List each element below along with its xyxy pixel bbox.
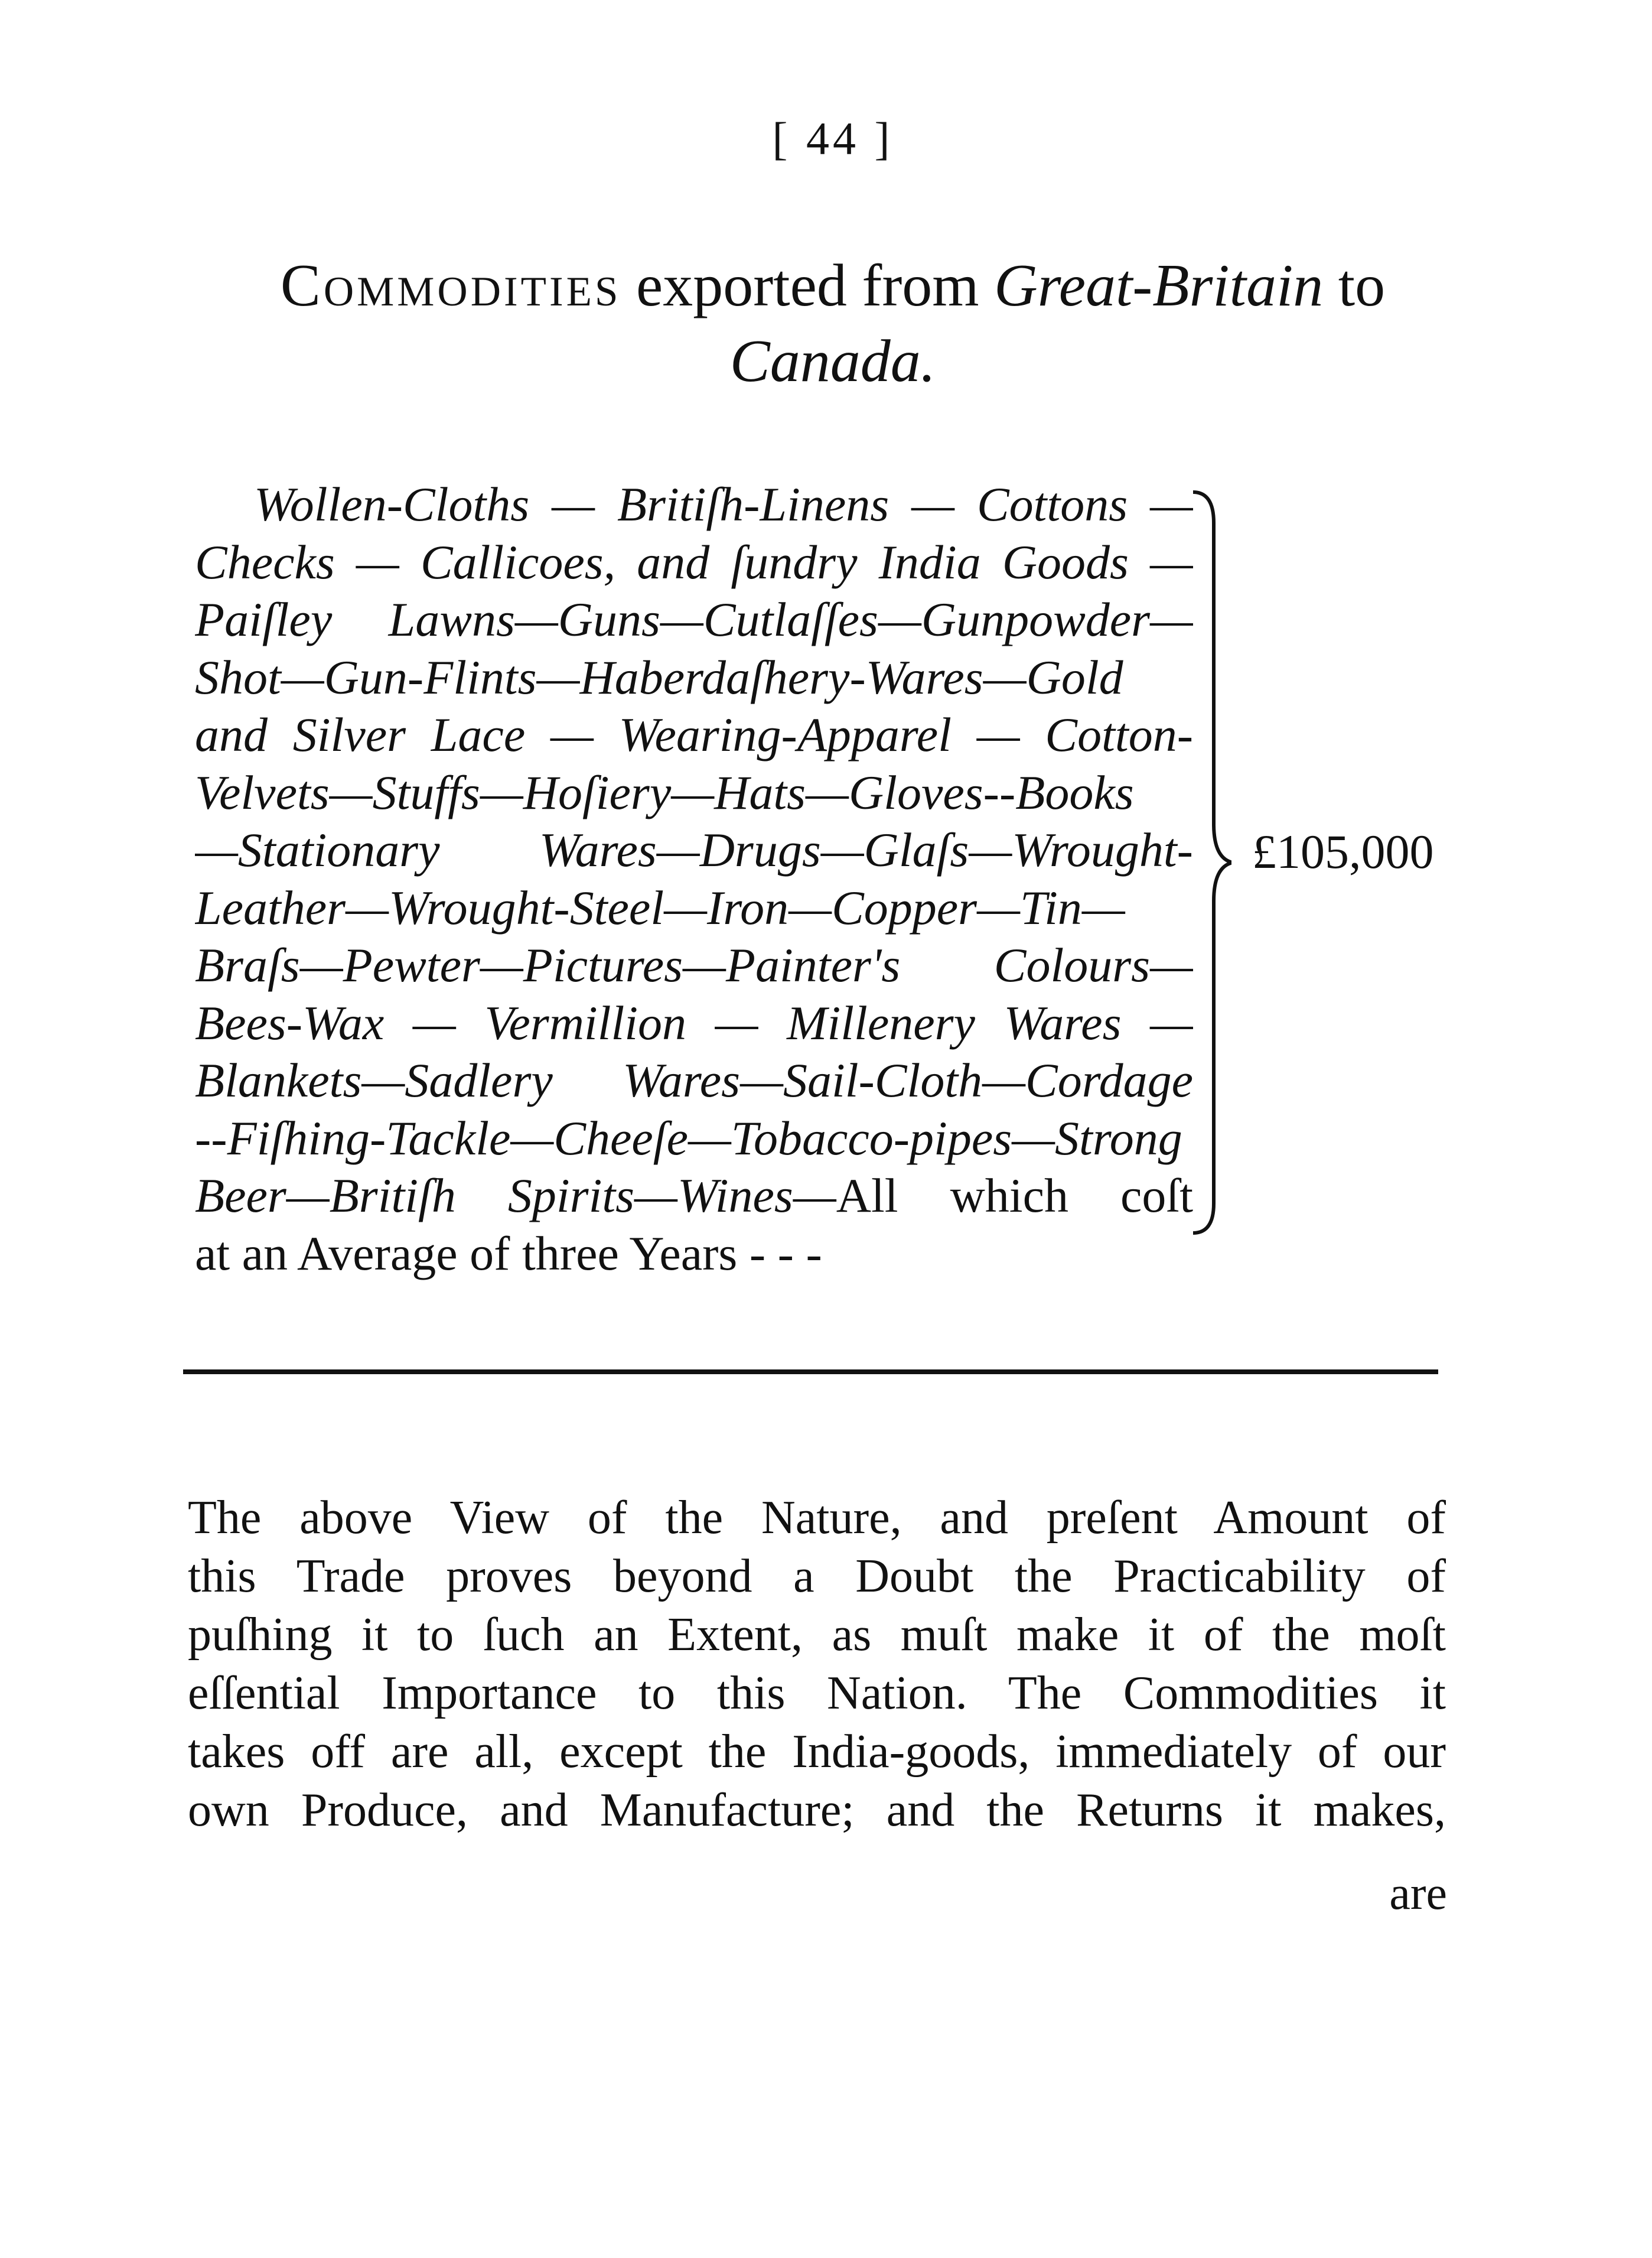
commodity-line-mixed bbox=[195, 1167, 1193, 1225]
commodity-line: Blankets—Sadlery Wares—Sail-Cloth—Cordage bbox=[195, 1053, 1193, 1107]
commodity-line: Velvets—Stuffs—Hoſiery—Hats—Gloves--Books bbox=[195, 765, 1134, 819]
paragraph-line: own Produce, and Manufacture; and the Returns it makes, bbox=[188, 1784, 1446, 1836]
paragraph-line: takes off are all, except the India-goods, immediately of our bbox=[188, 1726, 1446, 1778]
catchword: are bbox=[1389, 1867, 1447, 1919]
total-amount: £105,000 bbox=[1252, 825, 1434, 879]
heading-place-to: Canada. bbox=[729, 328, 936, 395]
commodity-line: Paiſley Lawns—Guns—Cutlaſſes—Gunpowder— bbox=[195, 593, 1193, 646]
horizontal-rule bbox=[183, 1369, 1438, 1374]
commodity-line: and Silver Lace — Wearing-Apparel — Cotton- bbox=[195, 708, 1193, 762]
curly-brace bbox=[1190, 487, 1231, 1238]
paragraph-line: puſhing it to ſuch an Extent, as muſt make it of the moſt bbox=[188, 1609, 1446, 1661]
body-paragraph bbox=[188, 1489, 1446, 1840]
paragraph-line: this Trade proves beyond a Doubt the Practicability of bbox=[188, 1550, 1446, 1602]
heading-to: to bbox=[1338, 252, 1386, 319]
commodity-line: Shot—Gun-Flints—Haberdaſhery-Wares—Gold bbox=[195, 650, 1123, 704]
heading-line-2 bbox=[165, 324, 1500, 399]
commodity-line: Checks — Callicoes, and ſundry India Goods — bbox=[195, 535, 1193, 589]
commodity-line-italic-part: Beer—Britiſh Spirits—Wines— bbox=[195, 1169, 836, 1222]
commodity-last-line: at an Average of three Years - - - bbox=[195, 1226, 822, 1280]
heading-line-1 bbox=[165, 248, 1500, 324]
commodity-list bbox=[195, 476, 1193, 1282]
page-number: [ 44 ] bbox=[772, 113, 894, 164]
commodity-line: --Fiſhing-Tackle—Cheeſe—Tobacco-pipes—Strong bbox=[195, 1111, 1182, 1165]
commodity-line: Leather—Wrought-Steel—Iron—Copper—Tin— bbox=[195, 880, 1125, 935]
heading-middle: exported from bbox=[636, 252, 979, 319]
paragraph-line: eſſential Importance to this Nation. The Commodities it bbox=[188, 1667, 1446, 1719]
commodity-line-roman-part: All which coſt bbox=[836, 1169, 1193, 1222]
page-heading bbox=[165, 248, 1500, 399]
paragraph-line: The above View of the Nature, and preſent Amount of bbox=[188, 1492, 1446, 1544]
commodity-line: —Stationary Wares—Drugs—Glaſs—Wrought- bbox=[195, 823, 1193, 877]
commodity-line: Wollen-Cloths — Britiſh-Linens — Cottons — bbox=[254, 477, 1193, 531]
heading-place-from: Great-Britain bbox=[994, 252, 1324, 319]
heading-smallcaps: Commodities bbox=[280, 252, 621, 319]
commodity-line: Braſs—Pewter—Pictures—Painter's Colours— bbox=[195, 938, 1193, 992]
commodity-line: Bees-Wax — Vermillion — Millenery Wares — bbox=[195, 995, 1193, 1050]
